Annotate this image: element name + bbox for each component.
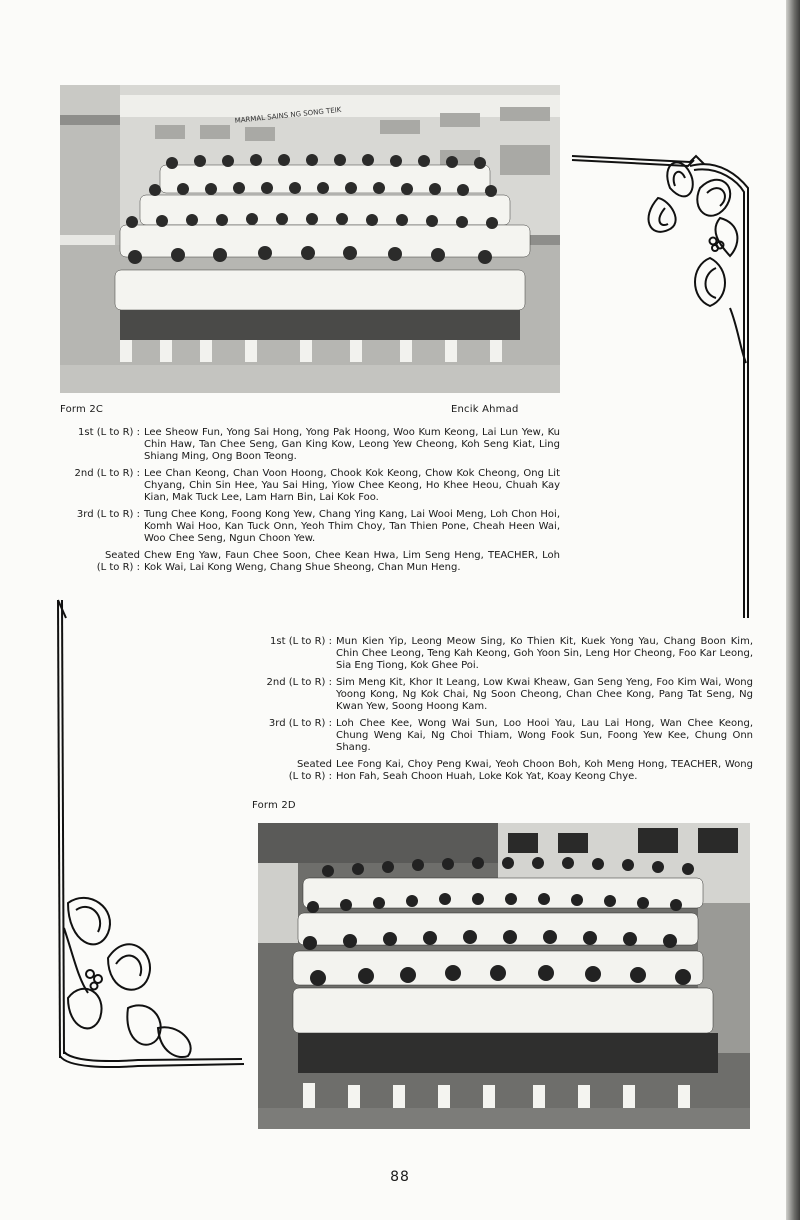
form-2d-names — [251, 636, 753, 788]
form-2d-row-3rd — [251, 718, 753, 754]
row-label: 1st (L to R) : — [78, 427, 140, 438]
form-2c-row-3rd — [58, 509, 560, 545]
floral-corner-ornament-left — [48, 598, 248, 1078]
school-sign-text: MARMAL SAINS NG SONG TEIK — [234, 105, 342, 125]
row-label: 3rd (L to R) : — [268, 718, 332, 729]
row-label: 2nd (L to R) : — [266, 677, 332, 688]
floral-corner-ornament-right — [570, 148, 760, 628]
row-label: 1st (L to R) : — [270, 636, 332, 647]
row-names: Sim Meng Kit, Khor It Leang, Low Kwai Kheaw, Gan Seng Yeng, Foo Kim Wai, Wong Yoong Kong, Ng Kok Chai, Ng Soon Cheong, Chan Chee Kong, Pang Tat Seng, Ng Kwan Yew, Soong Hoong Kam. — [336, 677, 753, 712]
row-names: Chew Eng Yaw, Faun Chee Soon, Chee Kean Hwa, Lim Seng Heng, TEACHER, Loh Kok Wai, Lai Kong Weng, Chang Shue Sheong, Chan Mun Heng. — [144, 550, 560, 573]
class-photo-form-2d — [258, 823, 750, 1129]
row-label: 3rd (L to R) : — [76, 509, 140, 520]
form-2c-names — [58, 427, 560, 579]
form-2d-row-1st — [251, 636, 753, 672]
class-photo-form-2c — [60, 85, 560, 393]
row-names: Lee Fong Kai, Choy Peng Kwai, Yeoh Choon Boh, Koh Meng Hong, TEACHER, Wong Hon Fah, Seah Choon Huah, Loke Kok Yat, Koay Keong Chye. — [336, 759, 753, 782]
row-label: Seated (L to R) : — [96, 550, 140, 573]
row-names: Lee Sheow Fun, Yong Sai Hong, Yong Pak Hoong, Woo Kum Keong, Lai Lun Yew, Ku Chin Haw, Tan Chee Seng, Gan King Kow, Leong Yew Cheong, Koh Seng Kiat, Ling Shiang Ming, Ong Boon Teong. — [144, 427, 560, 462]
form-2c-teacher-label: Encik Ahmad — [451, 404, 519, 415]
row-names: Lee Chan Keong, Chan Voon Hoong, Chook Kok Keong, Chow Kok Cheong, Ong Lit Chyang, Chin Sin Hee, Yau Sai Hing, Yiow Chee Keong, Ho Khee Heou, Chuah Kay Kian, Mak Tuck Lee, Lam Harn Bin, Lai Kok Foo. — [144, 468, 560, 503]
form-2c-row-1st — [58, 427, 560, 463]
row-names: Mun Kien Yip, Leong Meow Sing, Ko Thien Kit, Kuek Yong Yau, Chang Boon Kim, Chin Chee Leong, Teng Kah Keong, Goh Yoon Sin, Leng Hor Cheong, Foo Kar Leong, Sia Eng Tiong, Kok Ghee Poi. — [336, 636, 753, 671]
row-names: Tung Chee Kong, Foong Kong Yew, Chang Ying Kang, Lai Wooi Meng, Loh Chon Hoi, Komh Wai Hoo, Kan Tuck Onn, Yeoh Thim Choy, Tan Thien Pone, Cheah Heen Wai, Woo Chee Seng, Ngun Choon Yew. — [144, 509, 560, 544]
form-2c-label: Form 2C — [60, 404, 104, 415]
row-names: Loh Chee Kee, Wong Wai Sun, Loo Hooi Yau, Lau Lai Hong, Wan Chee Keong, Chung Weng Kai, Ng Choi Thiam, Wong Fook Sun, Foong Yew Kee, Chung Onn Shang. — [336, 718, 753, 753]
page-number: 88 — [390, 1169, 410, 1185]
form-2c-row-2nd — [58, 468, 560, 504]
form-2c-row-seated — [58, 550, 560, 574]
page-edge-shadow — [786, 0, 800, 1220]
form-2d-row-2nd — [251, 677, 753, 713]
row-label: 2nd (L to R) : — [74, 468, 140, 479]
row-label: Seated (L to R) : — [288, 759, 332, 782]
form-2d-label: Form 2D — [252, 800, 296, 811]
form-2d-row-seated — [251, 759, 753, 783]
